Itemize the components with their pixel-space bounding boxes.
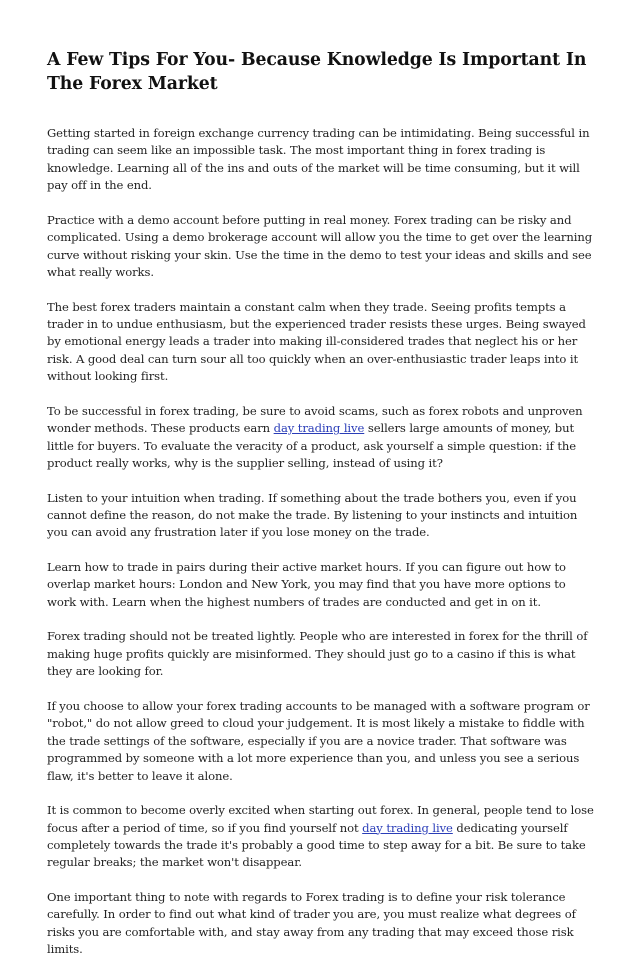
document-title: A Few Tips For You- Because Knowledge Is Important In The Forex Market (47, 50, 587, 94)
paragraph-take-breaks (47, 802, 595, 872)
document-page (47, 48, 595, 976)
paragraph-text: One important thing to note with regards to Forex trading is to define your risk tolerance carefully. In order to find out what kind of trader you are, you must realize what degrees of risks you are comfortable with, and stay away from any trading that may exceed those risk limits. (47, 889, 576, 957)
paragraph-text: sellers large amounts of money, but little for buyers. To evaluate the veracity of a product, ask yourself a simple question: if the product really works, why is the supplier selling, instead of using it? (47, 421, 577, 471)
paragraph-intro (47, 125, 595, 195)
paragraph-demo-account (47, 212, 595, 282)
paragraph-risk-tolerance (47, 889, 595, 959)
paragraph-stay-calm (47, 299, 595, 386)
paragraph-text: Listen to your intuition when trading. If something about the trade bothers you, even if you cannot define the reason, do not make the trade. By listening to your instincts and intuition you can avoid any frustration later if you lose money on the trade. (47, 490, 578, 540)
paragraph-text: Learn how to trade in pairs during their active market hours. If you can figure out how to overlap market hours: London and New York, you may find that you have more options to work with. Learn when the highest numbers of trades are conducted and get in on it. (47, 560, 566, 609)
paragraph-trade-pairs (47, 559, 595, 611)
paragraph-not-lightly (47, 628, 595, 680)
paragraph-text: If you choose to allow your forex trading accounts to be managed with a software program or "robot," do not allow greed to cloud your judgement. It is most likely a mistake to fiddle with the trade settings of the software, especially if you are a novice trader. That software was programmed by someone with a lot more experience than you, and unless you see a serious flaw, it's better to leave it alone. (47, 698, 590, 783)
paragraph-text: It is common to become overly excited when starting out forex. In general, people tend to lose focus after a period of time, so if you find yourself not (47, 803, 594, 835)
paragraph-avoid-scams (47, 403, 595, 473)
paragraph-robot (47, 698, 595, 785)
day-trading-live-link[interactable]: day trading live (273, 421, 365, 436)
paragraph-text: To be successful in forex trading, be sure to avoid scams, such as forex robots and unproven wonder methods. These products earn (47, 403, 583, 436)
paragraph-text: Practice with a demo account before putting in real money. Forex trading can be risky and complicated. Using a demo brokerage account will allow you the time to get over the learning curve without risking your skin. Use the time in the demo to test your ideas and skills and see what really works. (47, 212, 593, 280)
paragraph-text: Forex trading should not be treated lightly. People who are interested in forex for the thrill of making huge profits quickly are misinformed. They should just go to a casino if this is what they are looking for. (47, 629, 588, 679)
paragraph-text: The best forex traders maintain a constant calm when they trade. Seeing profits tempts a trader in to undue enthusiasm, but the experienced trader resists these urges. Being swayed by emotional energy leads a trader into making ill-considered trades that neglect his or her risk. A good deal can turn sour all too quickly when an over-enthusiastic trader leaps into it without looking first. (47, 299, 586, 384)
day-trading-live-link[interactable]: day trading live (362, 820, 453, 835)
paragraph-intuition (47, 490, 595, 542)
paragraph-text: dedicating yourself completely towards the trade it's probably a good time to step away for a bit. Be sure to take regular breaks; the market won't disappear. (47, 820, 586, 870)
paragraph-text: Getting started in foreign exchange currency trading can be intimidating. Being successful in trading can seem like an impossible task. The most important thing in forex trading is knowledge. Learning all of the ins and outs of the market will be time consuming, but it will pay off in the end. (47, 126, 590, 193)
